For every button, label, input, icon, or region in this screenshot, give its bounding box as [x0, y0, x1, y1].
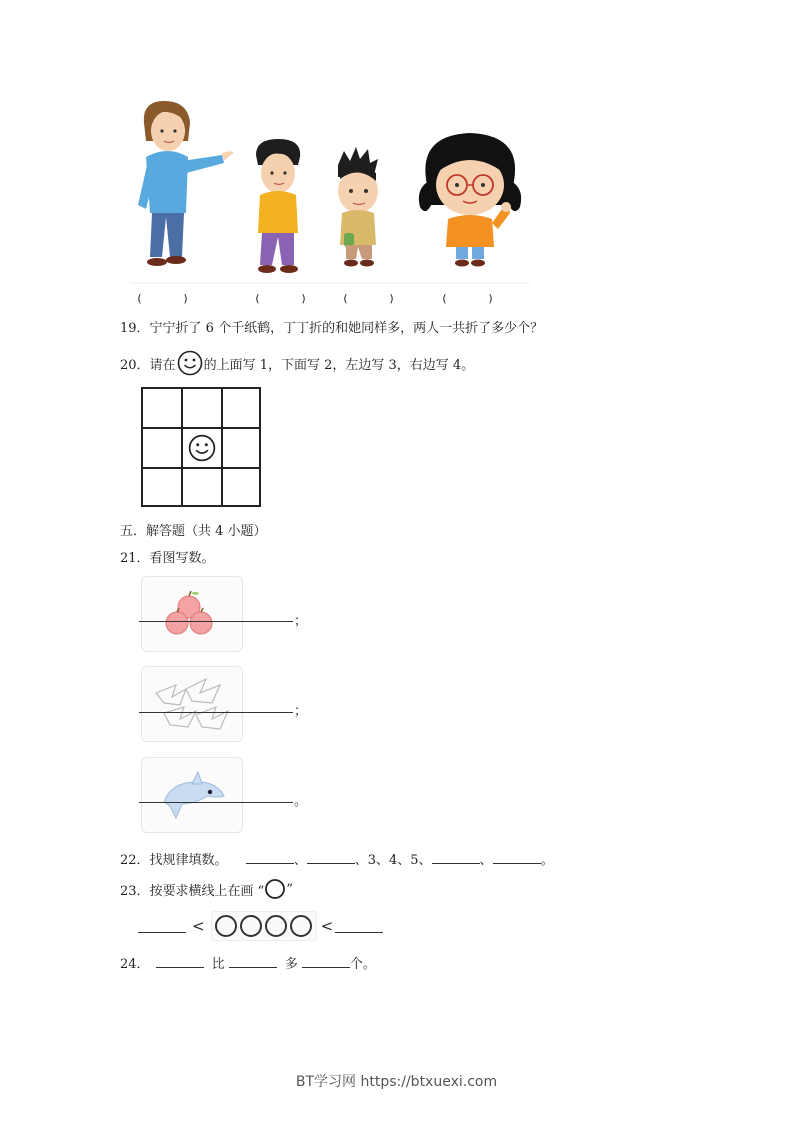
fill-blank-1[interactable] — [156, 955, 204, 968]
question-text: 宁宁折了 6 个千纸鹤，丁丁折的和她同样多，两人一共折了多少个？ — [149, 321, 544, 336]
fill-blank-left[interactable] — [138, 920, 186, 933]
word-bi: 比 — [211, 957, 225, 972]
question-19 — [120, 317, 543, 336]
question-text: 看图写数。 — [149, 551, 215, 566]
dolphin-icon — [142, 758, 242, 832]
children-figure — [130, 95, 530, 310]
teacher-illustration — [138, 101, 234, 266]
question-text: 找规律填数。 — [149, 853, 228, 868]
fill-blank-1[interactable] — [246, 851, 294, 864]
smiley-icon — [177, 350, 203, 376]
question-23-compare-row — [138, 911, 383, 941]
question-number: 21． — [120, 551, 150, 566]
cranes-icon — [142, 667, 242, 741]
answer-line-apples[interactable] — [139, 621, 293, 622]
fill-blank-right[interactable] — [335, 920, 383, 933]
less-than-sign: < — [192, 917, 205, 935]
boy-yellow-illustration — [256, 139, 300, 273]
boy-spiky-illustration — [338, 147, 378, 267]
answer-punct: 。 — [294, 794, 308, 809]
question-20 — [120, 350, 474, 376]
circle-icon — [264, 878, 286, 900]
fill-blank-3[interactable] — [302, 955, 350, 968]
cranes-picture — [141, 666, 243, 742]
answer-line-cranes[interactable] — [139, 712, 293, 713]
grid-3x3 — [141, 387, 261, 507]
paren-label-boy-yellow: ( ) — [254, 292, 307, 305]
sentence-end: 。 — [540, 853, 554, 868]
dolphin-picture — [141, 757, 243, 833]
section-5-title: 五．解答题（共 4 小题） — [120, 524, 267, 539]
question-text-before: 请在 — [149, 357, 176, 373]
fill-blank-2[interactable] — [229, 955, 277, 968]
girl-glasses-illustration — [419, 133, 521, 267]
paren-label-teacher: ( ) — [136, 292, 189, 305]
footer-watermark: BT学习网 https://btxuexi.com — [295, 1074, 498, 1090]
paren-label-girl: ( ) — [441, 292, 494, 305]
fill-blank-2[interactable] — [307, 851, 355, 864]
question-22 — [120, 849, 554, 868]
smiley-icon — [188, 434, 216, 462]
fill-blank-4[interactable] — [493, 851, 541, 864]
apples-picture — [141, 576, 243, 652]
question-number: 24． — [120, 957, 150, 972]
close-quote: ” — [286, 881, 293, 897]
separator: 、 — [479, 853, 493, 868]
paren-label-boy-spiky: ( ) — [342, 292, 395, 305]
word-ge: 个。 — [349, 957, 376, 972]
four-circles-icon — [211, 911, 317, 941]
question-text-after: 的上面写 1，下面写 2，左边写 3，右边写 4。 — [203, 357, 475, 373]
question-number: 19． — [120, 321, 150, 336]
question-number: 23． — [120, 883, 150, 899]
question-21 — [120, 547, 215, 566]
separator: 、 — [293, 853, 307, 868]
question-text: 按要求横线上在画 “ — [149, 883, 265, 899]
question-number: 20． — [120, 357, 150, 373]
question-24 — [120, 953, 376, 972]
apples-icon — [142, 577, 242, 651]
answer-line-dolphin[interactable] — [139, 802, 293, 803]
fill-blank-3[interactable] — [432, 851, 480, 864]
question-number: 22． — [120, 853, 150, 868]
word-duo: 多 — [284, 957, 298, 972]
answer-punct: ； — [294, 704, 308, 719]
answer-punct: ； — [294, 614, 308, 629]
question-23 — [120, 878, 293, 900]
separator: 、3、4、5、 — [354, 853, 432, 868]
less-than-sign: < — [320, 917, 334, 935]
